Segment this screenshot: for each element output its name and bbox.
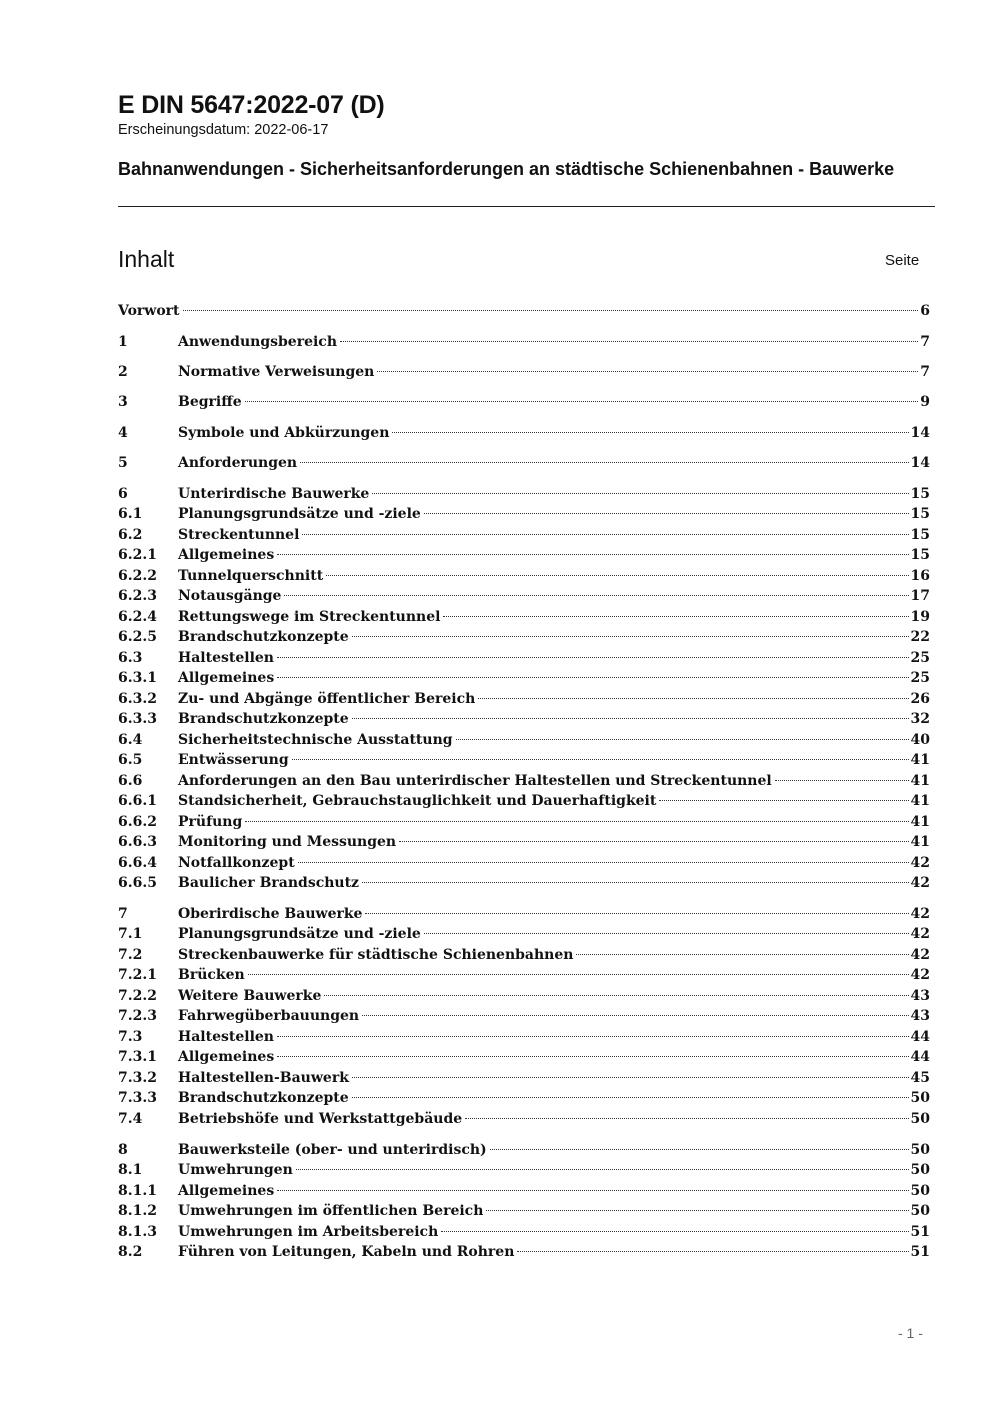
toc-entry-page: 50 <box>910 1203 930 1219</box>
toc-dot-leader <box>478 698 908 699</box>
toc-entry-number: 7.3.3 <box>118 1090 157 1106</box>
toc-entry-number: 2 <box>118 364 128 380</box>
toc-entry[interactable] <box>118 1048 930 1067</box>
toc-entry-page: 14 <box>910 425 930 441</box>
toc-entry-page: 15 <box>910 527 930 543</box>
toc-dot-leader <box>465 1118 908 1119</box>
toc-entry-number: 8 <box>118 1142 128 1158</box>
publication-date: Erscheinungsdatum: 2022-06-17 <box>118 122 329 138</box>
toc-entry[interactable] <box>118 1007 930 1026</box>
toc-entry[interactable] <box>118 454 930 473</box>
toc-dot-leader <box>456 739 909 740</box>
toc-entry-number: 8.1 <box>118 1162 143 1178</box>
document-title: Bahnanwendungen - Sicherheitsanforderungen an städtische Schienenbahnen - Bauwerke <box>118 159 895 179</box>
toc-entry-number: 6.3.3 <box>118 711 157 727</box>
toc-entry-number: 6.2.4 <box>118 609 157 625</box>
toc-entry-number: 4 <box>118 425 128 441</box>
toc-entry-page: 41 <box>910 814 930 830</box>
toc-dot-leader <box>292 759 909 760</box>
toc-entry-title: Umwehrungen <box>178 1162 293 1178</box>
toc-entry-number: 7.3.2 <box>118 1070 157 1086</box>
toc-entry-number: 6.6.1 <box>118 793 157 809</box>
toc-entry-title: Anwendungsbereich <box>178 334 337 350</box>
toc-entry[interactable] <box>118 628 930 647</box>
toc-entry[interactable] <box>118 792 930 811</box>
toc-dot-leader <box>352 636 909 637</box>
toc-entry-page: 42 <box>910 926 930 942</box>
toc-dot-leader <box>377 371 918 372</box>
toc-entry-page: 43 <box>910 988 930 1004</box>
toc-entry-title: Haltestellen <box>178 650 274 666</box>
toc-dot-leader <box>302 534 908 535</box>
toc-dot-leader <box>352 1077 909 1078</box>
toc-dot-leader <box>490 1149 909 1150</box>
toc-entry-page: 9 <box>920 394 930 410</box>
toc-dot-leader <box>277 1190 908 1191</box>
toc-entry-page: 51 <box>910 1244 930 1260</box>
toc-entry-title: Prüfung <box>178 814 243 830</box>
toc-entry-page: 40 <box>910 732 930 748</box>
toc-entry-title: Haltestellen-Bauwerk <box>178 1070 349 1086</box>
toc-entry-title: Begriffe <box>178 394 242 410</box>
page-column-label: Seite <box>885 252 920 269</box>
toc-entry-number: 6.6.5 <box>118 875 157 891</box>
toc-entry-title: Notausgänge <box>178 588 282 604</box>
toc-entry-title: Notfallkonzept <box>178 855 295 871</box>
toc-entry[interactable] <box>118 546 930 565</box>
toc-entry-page: 41 <box>910 834 930 850</box>
toc-entry[interactable] <box>118 393 930 412</box>
toc-dot-leader <box>424 933 909 934</box>
toc-entry-number: 7.3.1 <box>118 1049 157 1065</box>
toc-entry-page: 44 <box>910 1049 930 1065</box>
toc-entry[interactable] <box>118 874 930 893</box>
toc-entry-page: 50 <box>910 1142 930 1158</box>
toc-dot-leader <box>277 1036 909 1037</box>
toc-dot-leader <box>300 462 908 463</box>
toc-entry-title: Tunnelquerschnitt <box>178 568 324 584</box>
toc-entry-title: Anforderungen an den Bau unterirdischer Haltestellen und Streckentunnel <box>178 773 772 789</box>
toc-entry-number: 1 <box>118 334 128 350</box>
toc-entry[interactable] <box>118 587 930 606</box>
toc-entry[interactable] <box>118 1243 930 1262</box>
title-divider <box>118 206 935 207</box>
toc-entry-page: 6 <box>920 303 930 319</box>
toc-entry-title: Umwehrungen im Arbeitsbereich <box>178 1224 439 1240</box>
toc-dot-leader <box>441 1231 908 1232</box>
toc-entry[interactable] <box>118 833 930 852</box>
toc-dot-leader <box>775 780 909 781</box>
toc-entry[interactable] <box>118 526 930 545</box>
toc-entry-number: 6.2.1 <box>118 547 157 563</box>
toc-entry-page: 32 <box>910 711 930 727</box>
toc-entry-title: Allgemeines <box>178 670 275 686</box>
toc-entry[interactable] <box>118 649 930 668</box>
toc-dot-leader <box>659 800 908 801</box>
toc-entry-number: 6.1 <box>118 506 143 522</box>
toc-entry-number: 6.6 <box>118 773 143 789</box>
toc-entry-title: Zu- und Abgänge öffentlicher Bereich <box>178 691 476 707</box>
toc-entry-number: 7.2.1 <box>118 967 157 983</box>
toc-entry[interactable] <box>118 710 930 729</box>
toc-entry[interactable] <box>118 1069 930 1088</box>
toc-entry-page: 7 <box>920 334 930 350</box>
toc-entry[interactable] <box>118 1110 930 1129</box>
toc-entry[interactable] <box>118 1028 930 1047</box>
toc-entry-title: Entwässerung <box>178 752 289 768</box>
toc-dot-leader <box>298 862 909 863</box>
toc-entry-number: 5 <box>118 455 128 471</box>
toc-entry-title: Baulicher Brandschutz <box>178 875 360 891</box>
toc-entry[interactable] <box>118 567 930 586</box>
toc-dot-leader <box>399 841 908 842</box>
toc-entry-title: Normative Verweisungen <box>178 364 375 380</box>
toc-entry-page: 50 <box>910 1162 930 1178</box>
toc-dot-leader <box>277 657 909 658</box>
toc-entry-number: 6.2.2 <box>118 568 157 584</box>
toc-entry[interactable] <box>118 731 930 750</box>
toc-entry-page: 41 <box>910 752 930 768</box>
toc-entry-title: Planungsgrundsätze und -ziele <box>178 926 421 942</box>
toc-dot-leader <box>352 718 909 719</box>
toc-entry-page: 44 <box>910 1029 930 1045</box>
toc-entry-number: 7 <box>118 906 128 922</box>
toc-entry-title: Brücken <box>178 967 245 983</box>
toc-entry-page: 42 <box>910 947 930 963</box>
toc-entry-page: 22 <box>910 629 930 645</box>
toc-dot-leader <box>245 821 908 822</box>
toc-entry-page: 42 <box>910 855 930 871</box>
toc-entry-title: Allgemeines <box>178 1049 275 1065</box>
toc-entry-number: 6.6.2 <box>118 814 157 830</box>
toc-entry-page: 42 <box>910 967 930 983</box>
toc-entry-number: 6.2.3 <box>118 588 157 604</box>
toc-entry-title: Streckenbauwerke für städtische Schienenbahnen <box>178 947 574 963</box>
toc-dot-leader <box>284 595 908 596</box>
toc-dot-leader <box>183 310 919 311</box>
toc-dot-leader <box>277 677 908 678</box>
toc-entry-page: 16 <box>910 568 930 584</box>
toc-entry-page: 51 <box>910 1224 930 1240</box>
toc-entry-page: 15 <box>910 486 930 502</box>
toc-entry[interactable] <box>118 987 930 1006</box>
toc-entry-number: 6.3 <box>118 650 143 666</box>
toc-dot-leader <box>340 341 918 342</box>
toc-entry-title: Oberirdische Bauwerke <box>178 906 363 922</box>
toc-entry[interactable] <box>118 363 930 382</box>
toc-entry[interactable] <box>118 669 930 688</box>
toc-dot-leader <box>326 575 908 576</box>
toc-entry-title: Streckentunnel <box>178 527 300 543</box>
toc-dot-leader <box>324 995 908 996</box>
toc-entry-title: Fahrwegüberbauungen <box>178 1008 360 1024</box>
toc-entry[interactable] <box>118 302 930 321</box>
toc-entry-page: 50 <box>910 1183 930 1199</box>
toc-entry-page: 26 <box>910 691 930 707</box>
toc-entry-title: Monitoring und Messungen <box>178 834 397 850</box>
toc-entry[interactable] <box>118 1161 930 1180</box>
toc-entry-page: 45 <box>910 1070 930 1086</box>
toc-entry-number: 7.3 <box>118 1029 143 1045</box>
toc-entry-title: Rettungswege im Streckentunnel <box>178 609 441 625</box>
toc-entry[interactable] <box>118 690 930 709</box>
toc-entry-number: 7.2.2 <box>118 988 157 1004</box>
toc-entry-number: 3 <box>118 394 128 410</box>
toc-entry[interactable] <box>118 1089 930 1108</box>
toc-entry[interactable] <box>118 946 930 965</box>
toc-entry-title: Bauwerksteile (ober- und unterirdisch) <box>178 1142 487 1158</box>
toc-entry-title: Allgemeines <box>178 1183 275 1199</box>
toc-entry[interactable] <box>118 905 930 924</box>
toc-dot-leader <box>362 882 909 883</box>
toc-entry-page: 14 <box>910 455 930 471</box>
toc-entry-title: Symbole und Abkürzungen <box>178 425 390 441</box>
toc-dot-leader <box>277 1056 908 1057</box>
toc-entry-title: Umwehrungen im öffentlichen Bereich <box>178 1203 484 1219</box>
toc-entry[interactable] <box>118 925 930 944</box>
toc-entry[interactable] <box>118 333 930 352</box>
toc-entry[interactable] <box>118 608 930 627</box>
toc-entry-number: 8.1.3 <box>118 1224 157 1240</box>
toc-dot-leader <box>443 616 908 617</box>
toc-dot-leader <box>248 974 909 975</box>
toc-entry-number: 6 <box>118 486 128 502</box>
toc-entry-title: Standsicherheit, Gebrauchstauglichkeit und Dauerhaftigkeit <box>178 793 657 809</box>
toc-entry-title: Allgemeines <box>178 547 275 563</box>
toc-entry-number: 8.2 <box>118 1244 143 1260</box>
toc-dot-leader <box>392 432 908 433</box>
toc-entry-number: 6.3.1 <box>118 670 157 686</box>
toc-entry-number: 6.3.2 <box>118 691 157 707</box>
toc-entry-title: Brandschutzkonzepte <box>178 1090 349 1106</box>
toc-entry[interactable] <box>118 772 930 791</box>
toc-dot-leader <box>424 513 909 514</box>
toc-entry[interactable] <box>118 505 930 524</box>
toc-entry-number: 7.1 <box>118 926 143 942</box>
toc-entry-page: 19 <box>910 609 930 625</box>
toc-entry-page: 42 <box>910 906 930 922</box>
toc-entry[interactable] <box>118 1223 930 1242</box>
toc-entry-title: Betriebshöfe und Werkstattgebäude <box>178 1111 463 1127</box>
toc-entry-number: 6.2.5 <box>118 629 157 645</box>
toc-dot-leader <box>352 1097 909 1098</box>
toc-entry-page: 50 <box>910 1090 930 1106</box>
toc-dot-leader <box>576 954 908 955</box>
toc-entry-number: 7.4 <box>118 1111 143 1127</box>
toc-entry-number: 6.2 <box>118 527 143 543</box>
toc-entry-page: 41 <box>910 773 930 789</box>
toc-entry-title: Führen von Leitungen, Kabeln und Rohren <box>178 1244 515 1260</box>
toc-entry-number: 6.5 <box>118 752 143 768</box>
toc-dot-leader <box>486 1210 908 1211</box>
toc-dot-leader <box>296 1169 909 1170</box>
toc-entry[interactable] <box>118 813 930 832</box>
toc-entry-title: Brandschutzkonzepte <box>178 629 349 645</box>
toc-entry-number: 7.2 <box>118 947 143 963</box>
toc-entry-title: Planungsgrundsätze und -ziele <box>178 506 421 522</box>
toc-entry-title: Unterirdische Bauwerke <box>178 486 370 502</box>
toc-entry[interactable] <box>118 485 930 504</box>
toc-dot-leader <box>517 1251 908 1252</box>
toc-entry-page: 17 <box>910 588 930 604</box>
toc-entry[interactable] <box>118 854 930 873</box>
toc-entry-number: 6.6.3 <box>118 834 157 850</box>
toc-entry-title: Anforderungen <box>178 455 298 471</box>
toc-entry-title: Weitere Bauwerke <box>178 988 322 1004</box>
toc-entry[interactable] <box>118 1182 930 1201</box>
toc-dot-leader <box>362 1015 908 1016</box>
toc-entry-number: 7.2.3 <box>118 1008 157 1024</box>
toc-heading: Inhalt <box>118 246 175 272</box>
toc-dot-leader <box>245 401 919 402</box>
toc-entry[interactable] <box>118 751 930 770</box>
toc-entry[interactable] <box>118 424 930 443</box>
toc-entry-page: 50 <box>910 1111 930 1127</box>
toc-entry-page: 42 <box>910 875 930 891</box>
toc-entry-page: 15 <box>910 547 930 563</box>
toc-dot-leader <box>365 913 908 914</box>
toc-dot-leader <box>277 554 908 555</box>
toc-dot-leader <box>372 493 908 494</box>
toc-entry-title: Haltestellen <box>178 1029 274 1045</box>
toc-entry-title: Brandschutzkonzepte <box>178 711 349 727</box>
toc-entry[interactable] <box>118 966 930 985</box>
toc-entry-page: 15 <box>910 506 930 522</box>
toc-entry-title: Sicherheitstechnische Ausstattung <box>178 732 453 748</box>
toc-entry-number: 8.1.1 <box>118 1183 157 1199</box>
page-number: - 1 - <box>898 1325 923 1341</box>
toc-entry-title: Vorwort <box>118 303 180 319</box>
toc-entry-page: 43 <box>910 1008 930 1024</box>
toc-entry-page: 41 <box>910 793 930 809</box>
document-id: E DIN 5647:2022-07 (D) <box>118 91 385 119</box>
toc-entry-number: 6.6.4 <box>118 855 157 871</box>
toc-entry-number: 8.1.2 <box>118 1203 157 1219</box>
toc-entry-number: 6.4 <box>118 732 143 748</box>
toc-entry-page: 25 <box>910 650 930 666</box>
toc-entry[interactable] <box>118 1141 930 1160</box>
toc-entry-page: 25 <box>910 670 930 686</box>
toc-entry-page: 7 <box>920 364 930 380</box>
toc-entry[interactable] <box>118 1202 930 1221</box>
